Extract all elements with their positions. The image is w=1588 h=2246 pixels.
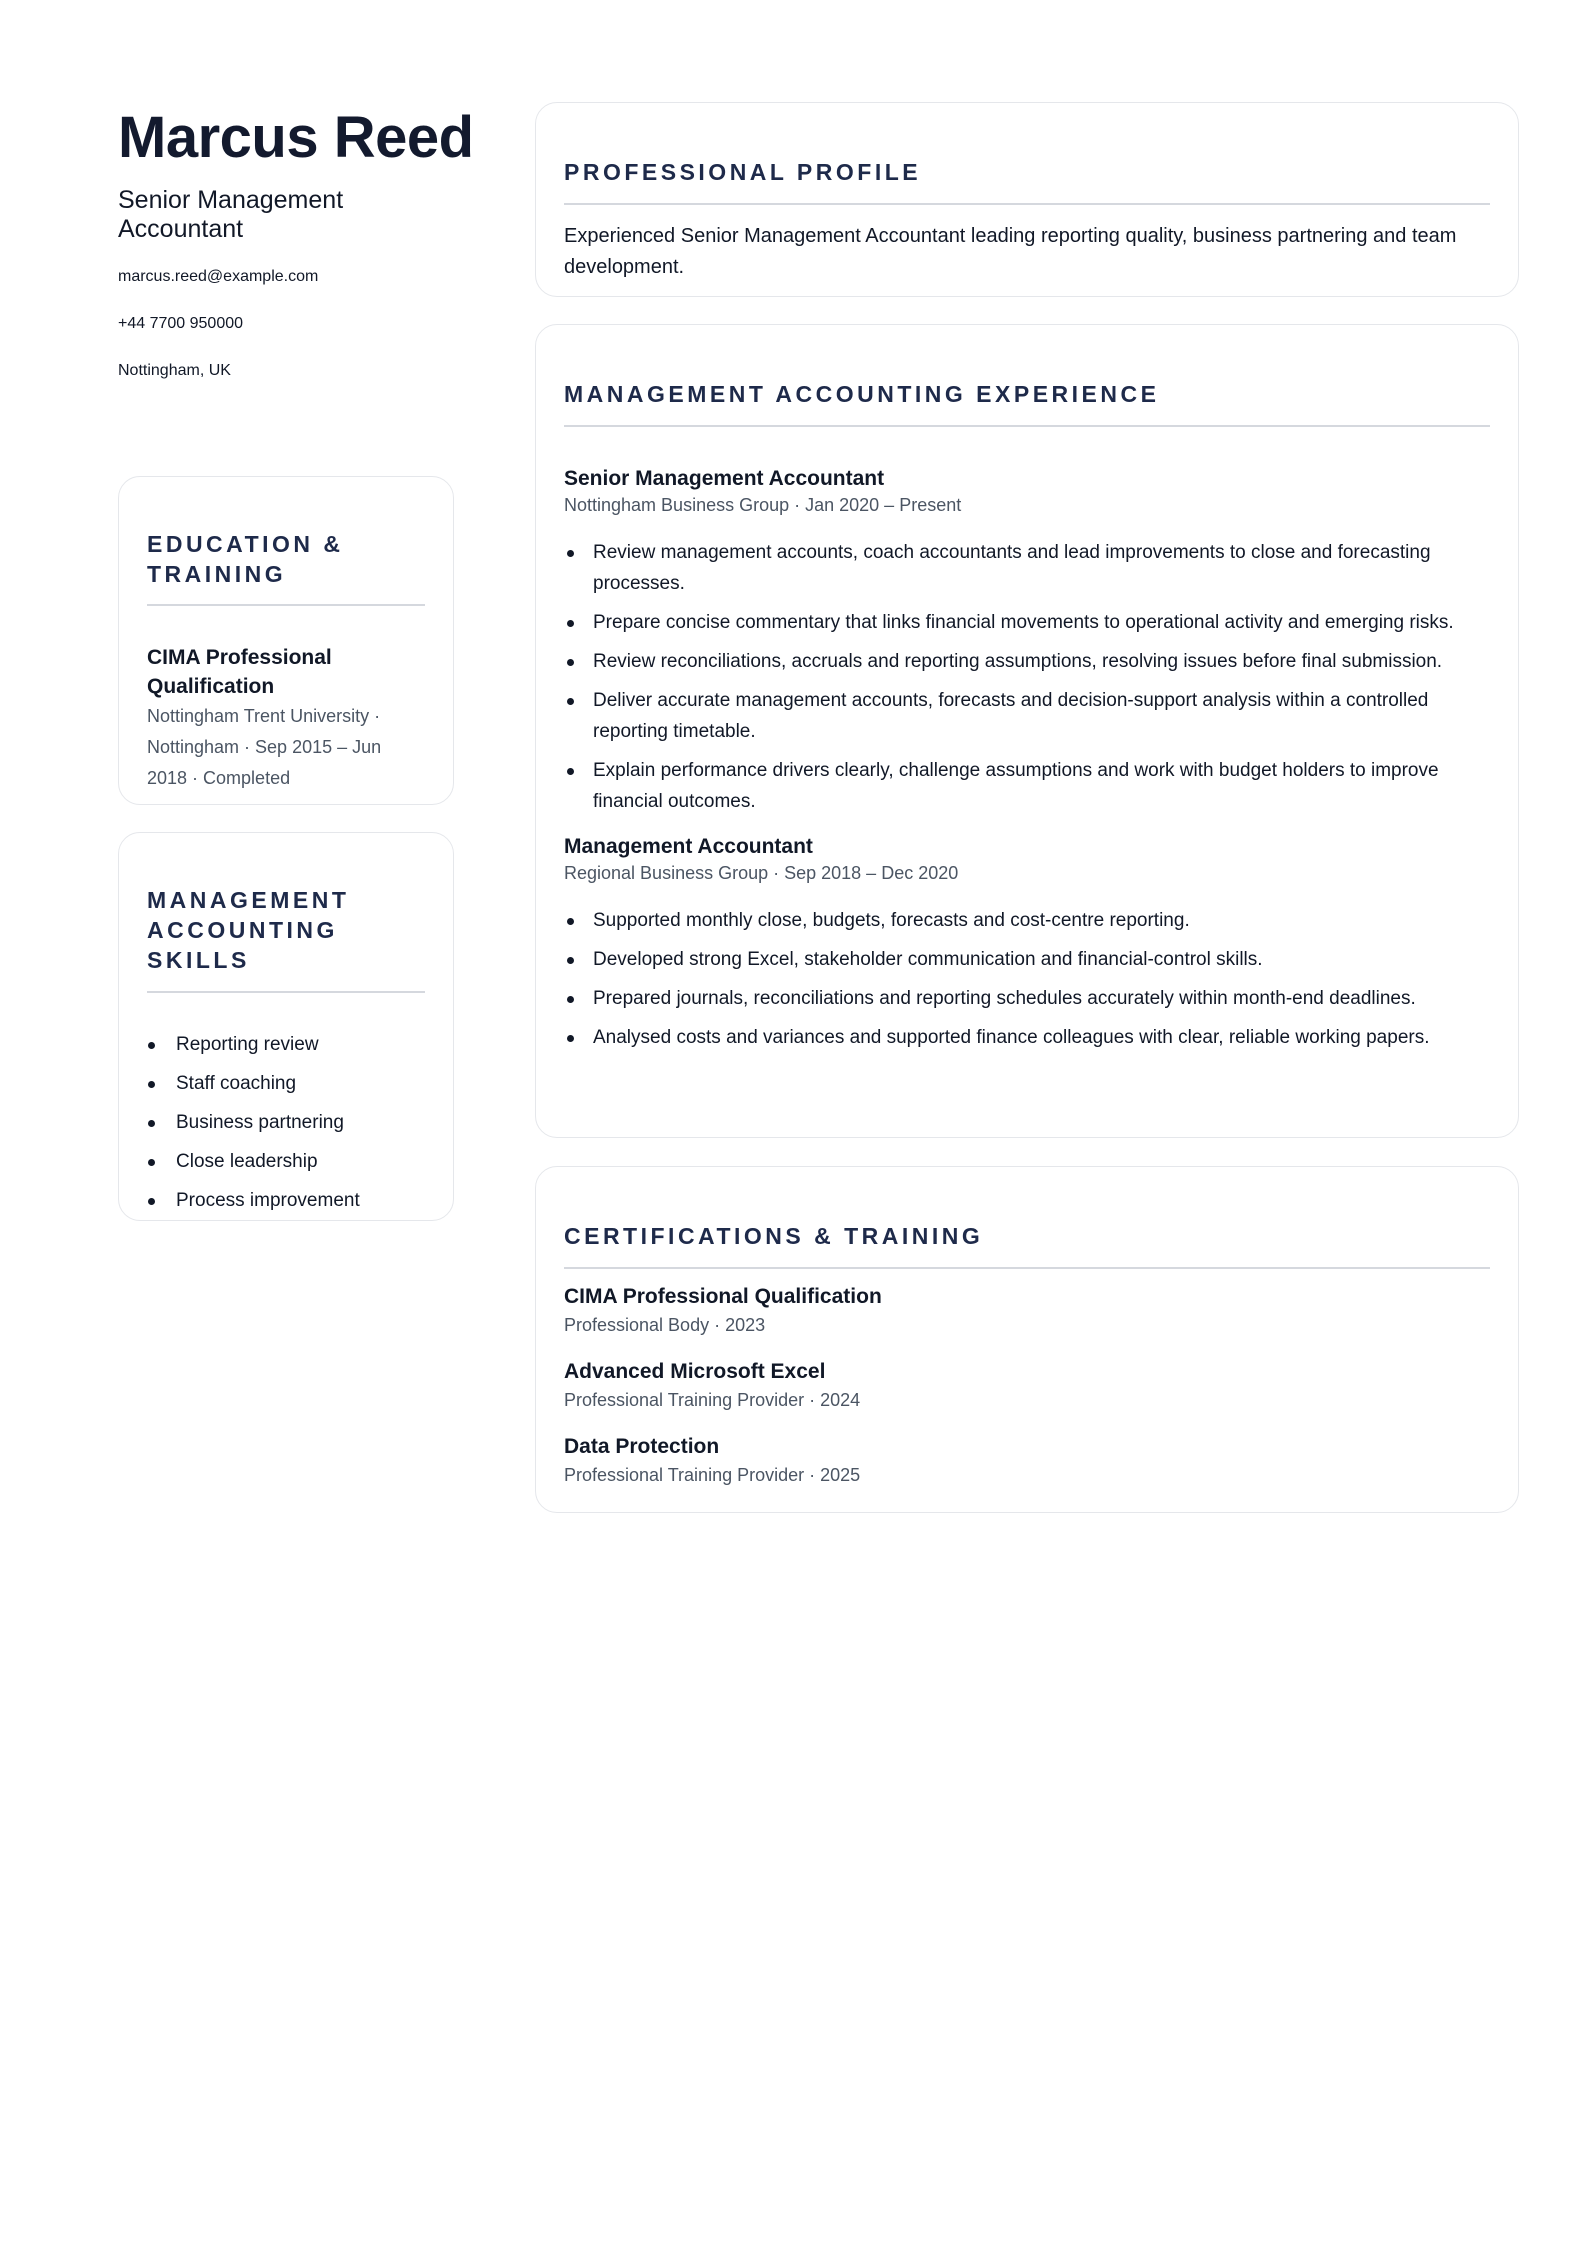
job-bullet: Explain performance drivers clearly, challenge assumptions and work with budget holders to improve financial outcomes. xyxy=(564,755,1490,817)
education-meta: Nottingham Trent University · Nottingham · Sep 2015 – Jun 2018 · Completed xyxy=(147,706,382,788)
certifications-list xyxy=(564,1282,1490,1488)
certifications-heading: CERTIFICATIONS & TRAINING xyxy=(564,1223,984,1249)
certification-name: CIMA Professional Qualification xyxy=(564,1285,882,1308)
job-meta: Nottingham Business Group · Jan 2020 – Present xyxy=(564,495,962,515)
candidate-name: Marcus Reed xyxy=(118,105,474,170)
certification-item xyxy=(564,1432,1490,1488)
contact-block xyxy=(118,265,454,406)
section-divider xyxy=(564,425,1490,427)
job-bullet: Deliver accurate management accounts, forecasts and decision-support analysis within a controlled reporting timetable. xyxy=(564,685,1490,747)
certification-meta: Professional Body · 2023 xyxy=(564,1315,766,1335)
section-divider xyxy=(564,203,1490,205)
skill-item: Reporting review xyxy=(147,1025,425,1064)
certification-name: Advanced Microsoft Excel xyxy=(564,1360,826,1383)
skill-item: Close leadership xyxy=(147,1142,425,1181)
skill-item: Staff coaching xyxy=(147,1064,425,1103)
job-entry xyxy=(564,832,1490,1053)
job-bullet: Review reconciliations, accruals and reporting assumptions, resolving issues before final submission. xyxy=(564,646,1490,677)
education-degree: CIMA Professional Qualification xyxy=(147,646,332,698)
skills-heading: MANAGEMENT ACCOUNTING SKILLS xyxy=(147,887,350,973)
contact-phone[interactable]: +44 7700 950000 xyxy=(118,315,244,332)
job-bullet: Review management accounts, coach accountants and lead improvements to close and forecasting processes. xyxy=(564,537,1490,599)
skill-item: Business partnering xyxy=(147,1103,425,1142)
skills-section xyxy=(118,832,454,1221)
education-heading: EDUCATION & TRAINING xyxy=(147,531,344,587)
job-meta: Regional Business Group · Sep 2018 – Dec 2020 xyxy=(564,863,959,883)
job-bullet: Prepared journals, reconciliations and reporting schedules accurately within month-end deadlines. xyxy=(564,983,1490,1014)
certification-item xyxy=(564,1282,1490,1338)
contact-location: Nottingham, UK xyxy=(118,362,231,379)
job-bullet: Prepare concise commentary that links financial movements to operational activity and emerging risks. xyxy=(564,607,1490,638)
certification-item xyxy=(564,1357,1490,1413)
section-divider xyxy=(147,604,425,606)
resume-header xyxy=(118,102,474,406)
contact-email[interactable]: marcus.reed@example.com xyxy=(118,268,319,285)
job-bullet: Developed strong Excel, stakeholder communication and financial-control skills. xyxy=(564,944,1490,975)
certifications-section xyxy=(535,1166,1519,1513)
section-divider xyxy=(564,1267,1490,1269)
profile-heading: PROFESSIONAL PROFILE xyxy=(564,159,922,185)
skill-item: Process improvement xyxy=(147,1181,425,1220)
section-divider xyxy=(147,991,425,993)
candidate-title: Senior Management Accountant xyxy=(118,186,344,243)
job-title: Management Accountant xyxy=(564,835,813,858)
certification-meta: Professional Training Provider · 2025 xyxy=(564,1465,861,1485)
job-entry xyxy=(564,464,1490,817)
job-bullet: Supported monthly close, budgets, forecasts and cost-centre reporting. xyxy=(564,905,1490,936)
experience-section xyxy=(535,324,1519,1138)
job-bullets xyxy=(564,905,1490,1053)
certification-name: Data Protection xyxy=(564,1435,720,1458)
education-section xyxy=(118,476,454,805)
certification-meta: Professional Training Provider · 2024 xyxy=(564,1390,861,1410)
job-title: Senior Management Accountant xyxy=(564,467,885,490)
profile-summary: Experienced Senior Management Accountant leading reporting quality, business partnering and team development. xyxy=(564,225,1457,278)
skills-list xyxy=(147,1025,425,1220)
experience-heading: MANAGEMENT ACCOUNTING EXPERIENCE xyxy=(564,381,1160,407)
job-bullets xyxy=(564,537,1490,817)
job-bullet: Analysed costs and variances and supported finance colleagues with clear, reliable working papers. xyxy=(564,1022,1490,1053)
profile-section xyxy=(535,102,1519,297)
